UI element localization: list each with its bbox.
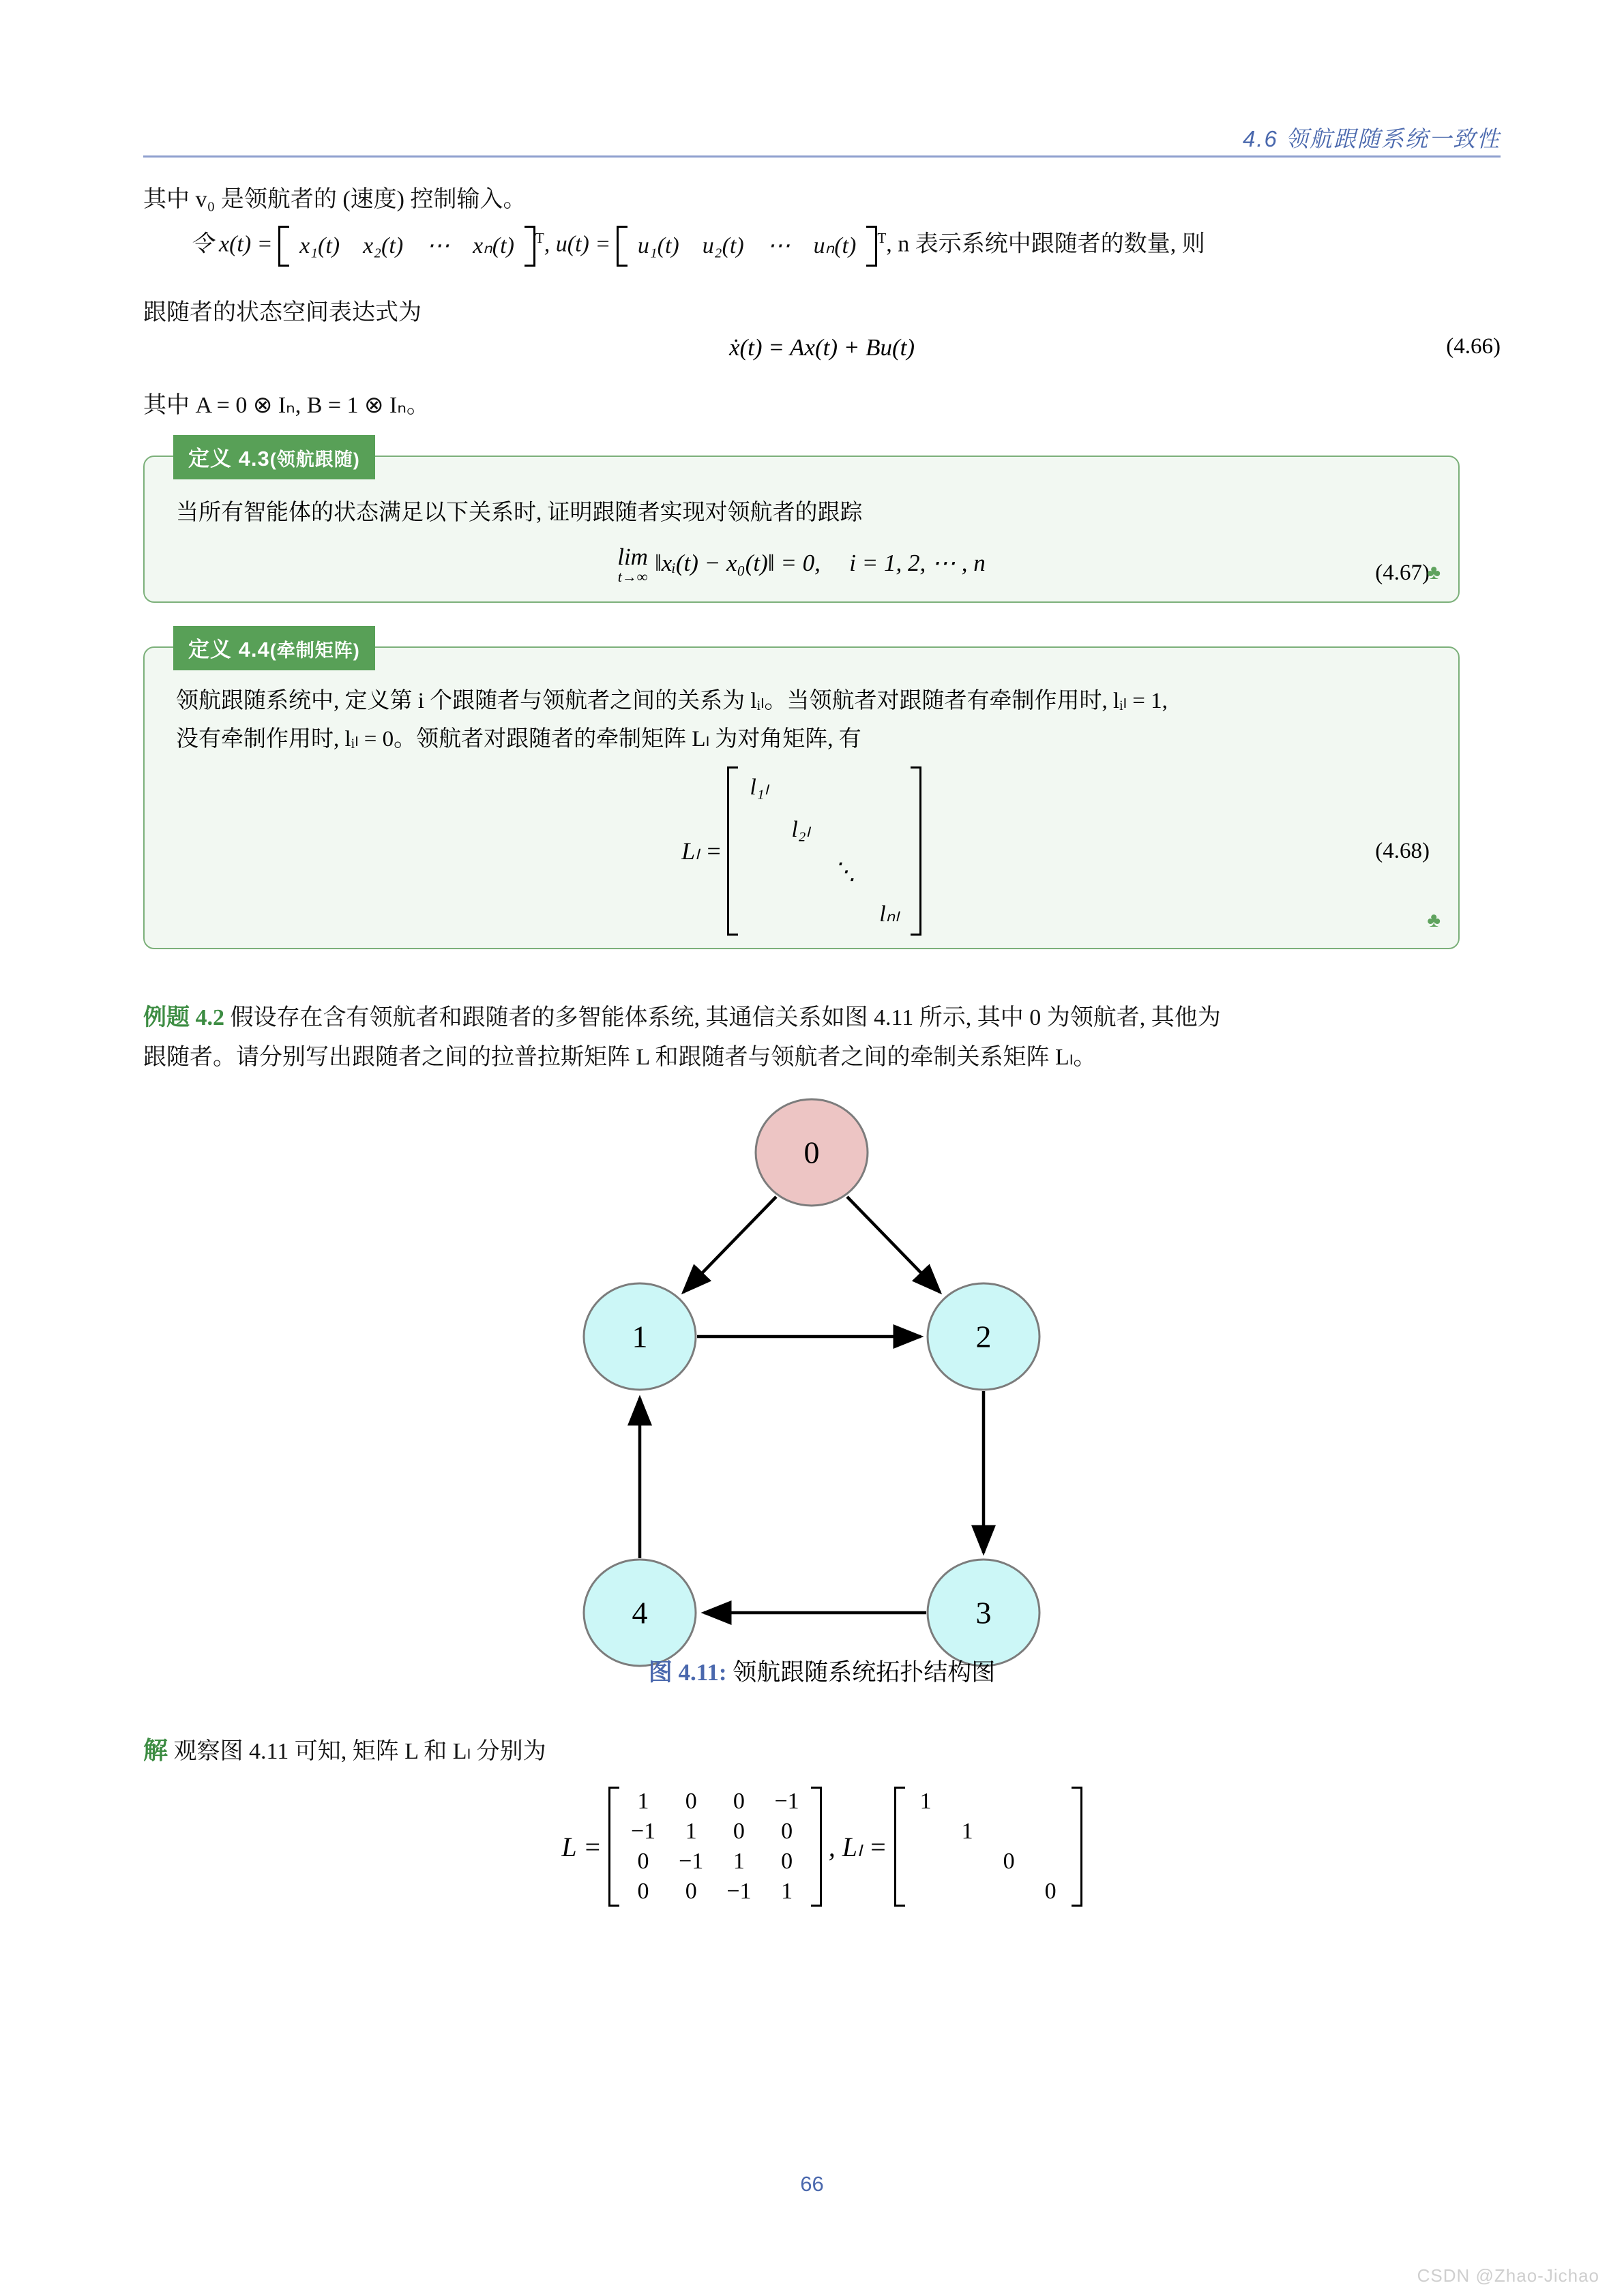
- Ll-cell: [780, 893, 821, 936]
- L-cell: 0: [685, 1789, 697, 1814]
- u-vector-cell: u₂(t): [702, 233, 744, 258]
- Ll-matrix-row: [905, 1847, 1072, 1877]
- clover-icon: ♣: [1427, 909, 1441, 931]
- running-head: 4.6 领航跟随系统一致性: [1242, 126, 1501, 151]
- definition-box-4-4: [143, 638, 1460, 949]
- L-cell: 1: [685, 1819, 697, 1844]
- Ll-matrix-row: [905, 1817, 1072, 1847]
- equation-4-68-number: (4.68): [1375, 839, 1430, 863]
- example-4-2-text-line1: 假设存在含有领航者和跟随者的多智能体系统, 其通信关系如图 4.11 所示, 其中 0 为领航者, 其他为: [230, 1005, 1221, 1030]
- watermark: CSDN @Zhao-Jichao: [1417, 2265, 1599, 2286]
- paragraph-intro-text: 其中 v₀ 是领航者的 (速度) 控制输入。: [143, 187, 527, 212]
- node-3-label: 3: [975, 1595, 992, 1630]
- node-4-label: 4: [632, 1595, 648, 1630]
- Ll-cell: [780, 851, 821, 893]
- L-matrix: [608, 1787, 822, 1907]
- L-cell: 0: [781, 1849, 793, 1874]
- Ll-solution-cell: [947, 1787, 988, 1817]
- edge-0-to-1: [683, 1197, 776, 1292]
- clover-icon: ♣: [1427, 561, 1441, 584]
- Ll-solution-cell: [1030, 1817, 1072, 1847]
- Ll-cell: [738, 893, 780, 936]
- figure-4-11-caption: [143, 1654, 1501, 1688]
- L-matrix-label: L =: [561, 1831, 602, 1862]
- Ll-cell: [780, 766, 821, 809]
- node-2-label: 2: [975, 1319, 992, 1354]
- solution-text: 观察图 4.11 可知, 矩阵 L 和 Lₗ 分别为: [173, 1739, 546, 1764]
- L-cell: −1: [774, 1789, 799, 1814]
- Ll-solution-label: , Lₗ =: [828, 1831, 887, 1862]
- Ll-matrix-label: Lₗ =: [681, 837, 722, 865]
- graph-nodes: [584, 1099, 1039, 1666]
- equation-4-67-index: i = 1, 2, ⋯ , n: [849, 550, 986, 576]
- edge-0-to-2: [847, 1197, 940, 1292]
- L-cell: 0: [685, 1879, 697, 1904]
- Ll-solution-cell: 0: [1003, 1849, 1015, 1874]
- equation-4-66-number: (4.66): [1446, 334, 1501, 359]
- paragraph-state-space-lead: 跟随者的状态空间表达式为: [143, 300, 422, 325]
- definition-4-4-tag-main: 定义 4.4: [188, 638, 270, 661]
- solution-label: 解: [143, 1737, 168, 1764]
- page-number: 66: [800, 2172, 824, 2196]
- Ll-cell: [868, 809, 911, 851]
- x-vector-cell: x₁(t): [299, 233, 340, 258]
- L-matrix-row: [619, 1847, 811, 1877]
- x-transpose-exponent: T: [535, 230, 544, 246]
- definition-4-3-tag-sub: (领航跟随): [269, 449, 360, 470]
- L-matrix-row: [619, 1787, 811, 1817]
- Ll-matrix-row: [905, 1877, 1072, 1907]
- limit-operator-subscript: t→∞: [617, 568, 648, 586]
- equation-4-67-number: (4.67): [1375, 561, 1430, 585]
- definition-4-3-text: 当所有智能体的状态满足以下关系时, 证明跟随者实现对领航者的跟踪: [176, 501, 863, 525]
- node-0-label: 0: [803, 1135, 820, 1170]
- header-rule: [143, 155, 1501, 158]
- Ll-solution-cell: [988, 1817, 1030, 1847]
- graph-node-4[interactable]: [584, 1560, 696, 1666]
- Ll-solution-cell: 1: [919, 1789, 932, 1814]
- L-cell: 0: [781, 1819, 793, 1844]
- L-matrix-row: [619, 1817, 811, 1847]
- definition-4-4-tag-sub: (牵制矩阵): [269, 640, 360, 661]
- Ll-solution-cell: 1: [961, 1819, 973, 1844]
- Ll-solution-cell: 0: [1044, 1879, 1057, 1904]
- x-vector-cell: x₂(t): [363, 233, 404, 258]
- L-cell: 0: [637, 1879, 649, 1904]
- definition-box-4-3: [143, 447, 1460, 603]
- u-vector-cell: uₙ(t): [813, 233, 857, 258]
- Ll-solution-matrix: [894, 1787, 1082, 1907]
- graph-edges: [640, 1197, 984, 1613]
- figure-caption-label: 图 4.11:: [648, 1659, 727, 1686]
- L-cell: −1: [726, 1879, 752, 1904]
- definition-4-4-line2: 没有牵制作用时, lᵢₗ = 0。领航者对跟随者的牵制矩阵 Lₗ 为对角矩阵, 有: [176, 727, 861, 751]
- paragraph-AB-definition: 其中 A = 0 ⊗ Iₙ, B = 1 ⊗ Iₙ。: [143, 393, 430, 418]
- topology-graph-svg: [539, 1088, 1084, 1688]
- Ll-matrix-row: [905, 1787, 1072, 1817]
- L-matrix-row: [619, 1877, 811, 1907]
- Ll-cell: l₁ₗ: [750, 775, 769, 800]
- Ll-cell: lₙₗ: [879, 901, 899, 927]
- Ll-solution-cell: [1030, 1787, 1072, 1817]
- example-4-2-line1: [143, 1000, 1501, 1037]
- Ll-solution-cell: [947, 1847, 988, 1877]
- example-4-2-line2: 跟随者。请分别写出跟随者之间的拉普拉斯矩阵 L 和跟随者与领航者之间的牵制关系矩阵 Lₗ。: [143, 1045, 1097, 1070]
- figure-4-11: [539, 1088, 1084, 1688]
- figure-caption-text: 领航跟随系统拓扑结构图: [733, 1659, 996, 1686]
- example-4-2-label: 例题 4.2: [143, 1005, 224, 1030]
- definition-4-4-body: [145, 648, 1458, 949]
- limit-operator: [617, 543, 648, 586]
- Ll-cell: [821, 809, 868, 851]
- Ll-cell: [868, 766, 911, 809]
- Ll-solution-cell: [947, 1877, 988, 1907]
- solution-matrices-row: [143, 1787, 1501, 1907]
- graph-node-0[interactable]: [756, 1099, 868, 1206]
- L-cell: 0: [733, 1819, 745, 1844]
- definition-4-3-tag-main: 定义 4.3: [188, 447, 270, 471]
- paragraph-state-vectors: [143, 220, 1501, 267]
- Ll-diagonal-matrix: [727, 766, 921, 936]
- L-cell: 0: [733, 1789, 745, 1814]
- graph-node-3[interactable]: [928, 1560, 1039, 1666]
- limit-operator-main: lim: [617, 543, 648, 571]
- node-1-label: 1: [632, 1319, 648, 1354]
- Ll-cell: l₂ₗ: [791, 817, 810, 842]
- paragraph-state-vectors-suffix: , n 表示系统中跟随者的数量, 则: [886, 231, 1205, 257]
- Ll-solution-cell: [1030, 1847, 1072, 1877]
- u-row-vector: [617, 226, 877, 267]
- Ll-cell: [738, 851, 780, 893]
- L-cell: −1: [679, 1849, 704, 1874]
- equation-4-66: ẋ(t) = Ax(t) + Bu(t): [728, 334, 915, 361]
- Ll-cell: [821, 893, 868, 936]
- L-cell: 1: [781, 1879, 793, 1904]
- u-vector-cell: u₁(t): [637, 233, 679, 258]
- Ll-solution-cell: [988, 1877, 1030, 1907]
- graph-node-2[interactable]: [928, 1283, 1039, 1390]
- equation-4-66-row: [143, 334, 1501, 361]
- Ll-cell: [868, 851, 911, 893]
- Ll-cell: [738, 809, 780, 851]
- graph-node-1[interactable]: [584, 1283, 696, 1390]
- definition-4-4-line1: 领航跟随系统中, 定义第 i 个跟随者与领航者之间的关系为 lᵢₗ。当领航者对跟随者有牵制作用时, lᵢₗ = 1,: [176, 689, 1168, 713]
- x-vector-cell: ⋯: [426, 233, 450, 258]
- Ll-solution-cell: [905, 1847, 947, 1877]
- x-vector-prefix: 令 x(t) =: [190, 231, 279, 257]
- L-cell: −1: [630, 1819, 656, 1844]
- definition-4-3-body: [145, 457, 1458, 601]
- equation-4-68-row: [176, 766, 1430, 936]
- L-cell: 1: [637, 1789, 649, 1814]
- Ll-solution-cell: [905, 1877, 947, 1907]
- x-row-vector: [278, 226, 535, 267]
- u-vector-cell: ⋯: [767, 233, 791, 258]
- Ll-solution-cell: [988, 1787, 1030, 1817]
- Ll-cell: ⋱: [833, 859, 857, 884]
- Ll-cell: [821, 766, 868, 809]
- u-vector-prefix: , u(t) =: [544, 231, 617, 257]
- Ll-solution-cell: [905, 1817, 947, 1847]
- equation-4-67-row: [176, 543, 1430, 588]
- paragraph-intro: [143, 181, 1501, 218]
- u-transpose-exponent: T: [877, 230, 887, 246]
- equation-4-67-expression: ‖xᵢ(t) − x₀(t)‖ = 0,: [654, 550, 821, 576]
- L-cell: 0: [637, 1849, 649, 1874]
- solution-lead: [143, 1732, 1501, 1770]
- x-vector-cell: xₙ(t): [473, 233, 514, 258]
- L-cell: 1: [733, 1849, 745, 1874]
